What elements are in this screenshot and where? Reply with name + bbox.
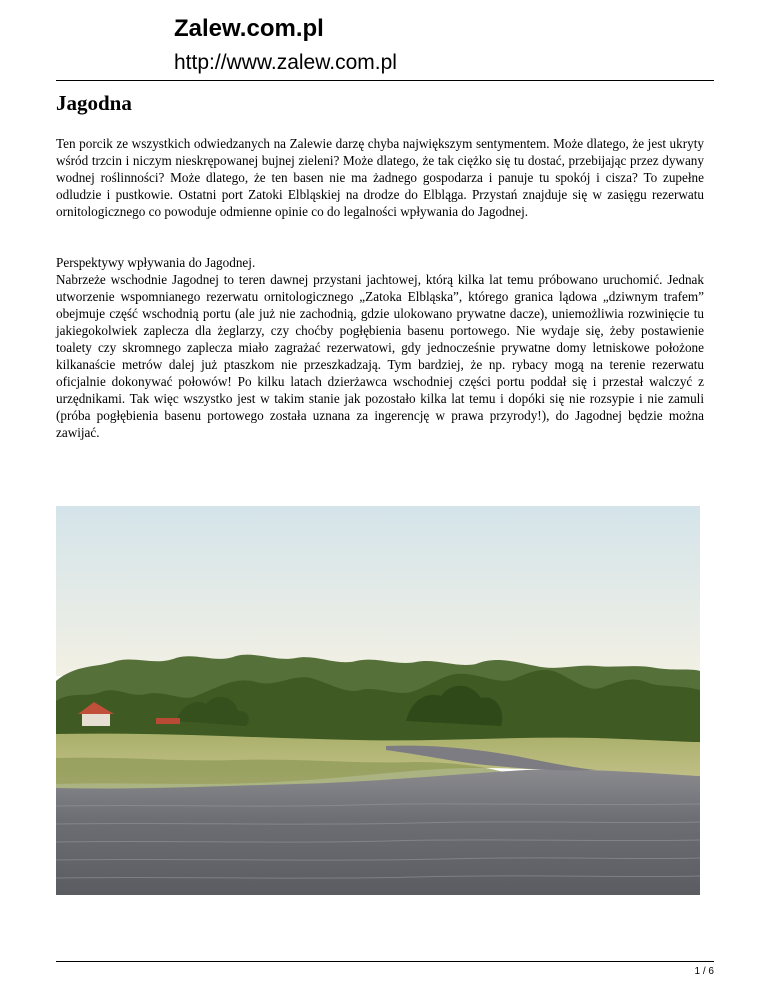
site-header — [174, 14, 714, 76]
sky — [56, 506, 700, 676]
page-number: 1 / 6 — [694, 966, 714, 977]
site-name: Zalew.com.pl — [174, 15, 324, 42]
paragraph-gap — [56, 220, 704, 254]
header-divider — [56, 80, 714, 81]
site-url-link[interactable]: http://www.zalew.com.pl — [174, 51, 397, 74]
house-wall — [82, 712, 110, 726]
page-title: Jagodna — [56, 91, 132, 115]
intro-paragraph: Ten porcik ze wszystkich odwiedzanych na Zalewie darzę chyba największym sentymentem. Może dlatego, że jest ukryty wśród trzcin i niczym nieskrępowanej bujnej zieleni? Może dlatego, że tak ciężko się tu dostać, przebijając przez dywany wodnej roślinności? Może dlatego, że ten basen nie ma żadnego gospodarza i panuje tu spokój i cisza? To zupełne odludzie i pustkowie. Ostatni port Zatoki Elbląskiej na drodze do Elbląga. Przystań znajduje się w zasięgu rezerwatu ornitologicznego co powoduje odmienne opinie co do legalności wpływania do Jagodnej. — [56, 136, 704, 219]
body-paragraph: Nabrzeże wschodnie Jagodnej to teren dawnej przystani jachtowej, którą kilka lat temu próbowano uruchomić. Jednak utworzenie wspomnianego rezerwatu ornitologicznego „Zatoka Elbląska”, którego granica lądowa „dziwnym trafem” obejmuje część wschodnią portu (ale już nie zachodnią, gdzie ulokowano prywatne dacze), uniemożliwia rozwinięcie tu jakiegokolwiek zaplecza dla żeglarzy, czy choćby pogłębienia basenu portowego. Nie wydaje się, żeby postawienie toalety czy skromnego zaplecza miało zagrażać rezerwatowi, gdy jednocześnie prywatne domy letniskowe położone kilkanaście metrów dalej już ptaszkom nie przeszkadzają. Tym bardziej, że np. rybacy mogą na terenie rezerwatu oficjalnie dokonywać połowów! Po kilku latach dzierżawca wschodniej części portu poddał się i przestał walczyć z urzędnikami. Tak więc wszystko jest w takim stanie jak pozostało kilka lat temu i dopóki się nie rozsypie i nie zamuli (próba pogłębienia basenu portowego została uznana za ingerencję w prawa przyrody!), do Jagodnej będzie można zawijać. — [56, 272, 704, 440]
footer-divider — [56, 961, 714, 962]
landscape-photo-icon — [56, 506, 700, 895]
section-heading: Perspektywy wpływania do Jagodnej. — [56, 255, 256, 270]
article-content — [56, 90, 704, 441]
cabin-roof — [156, 718, 180, 724]
